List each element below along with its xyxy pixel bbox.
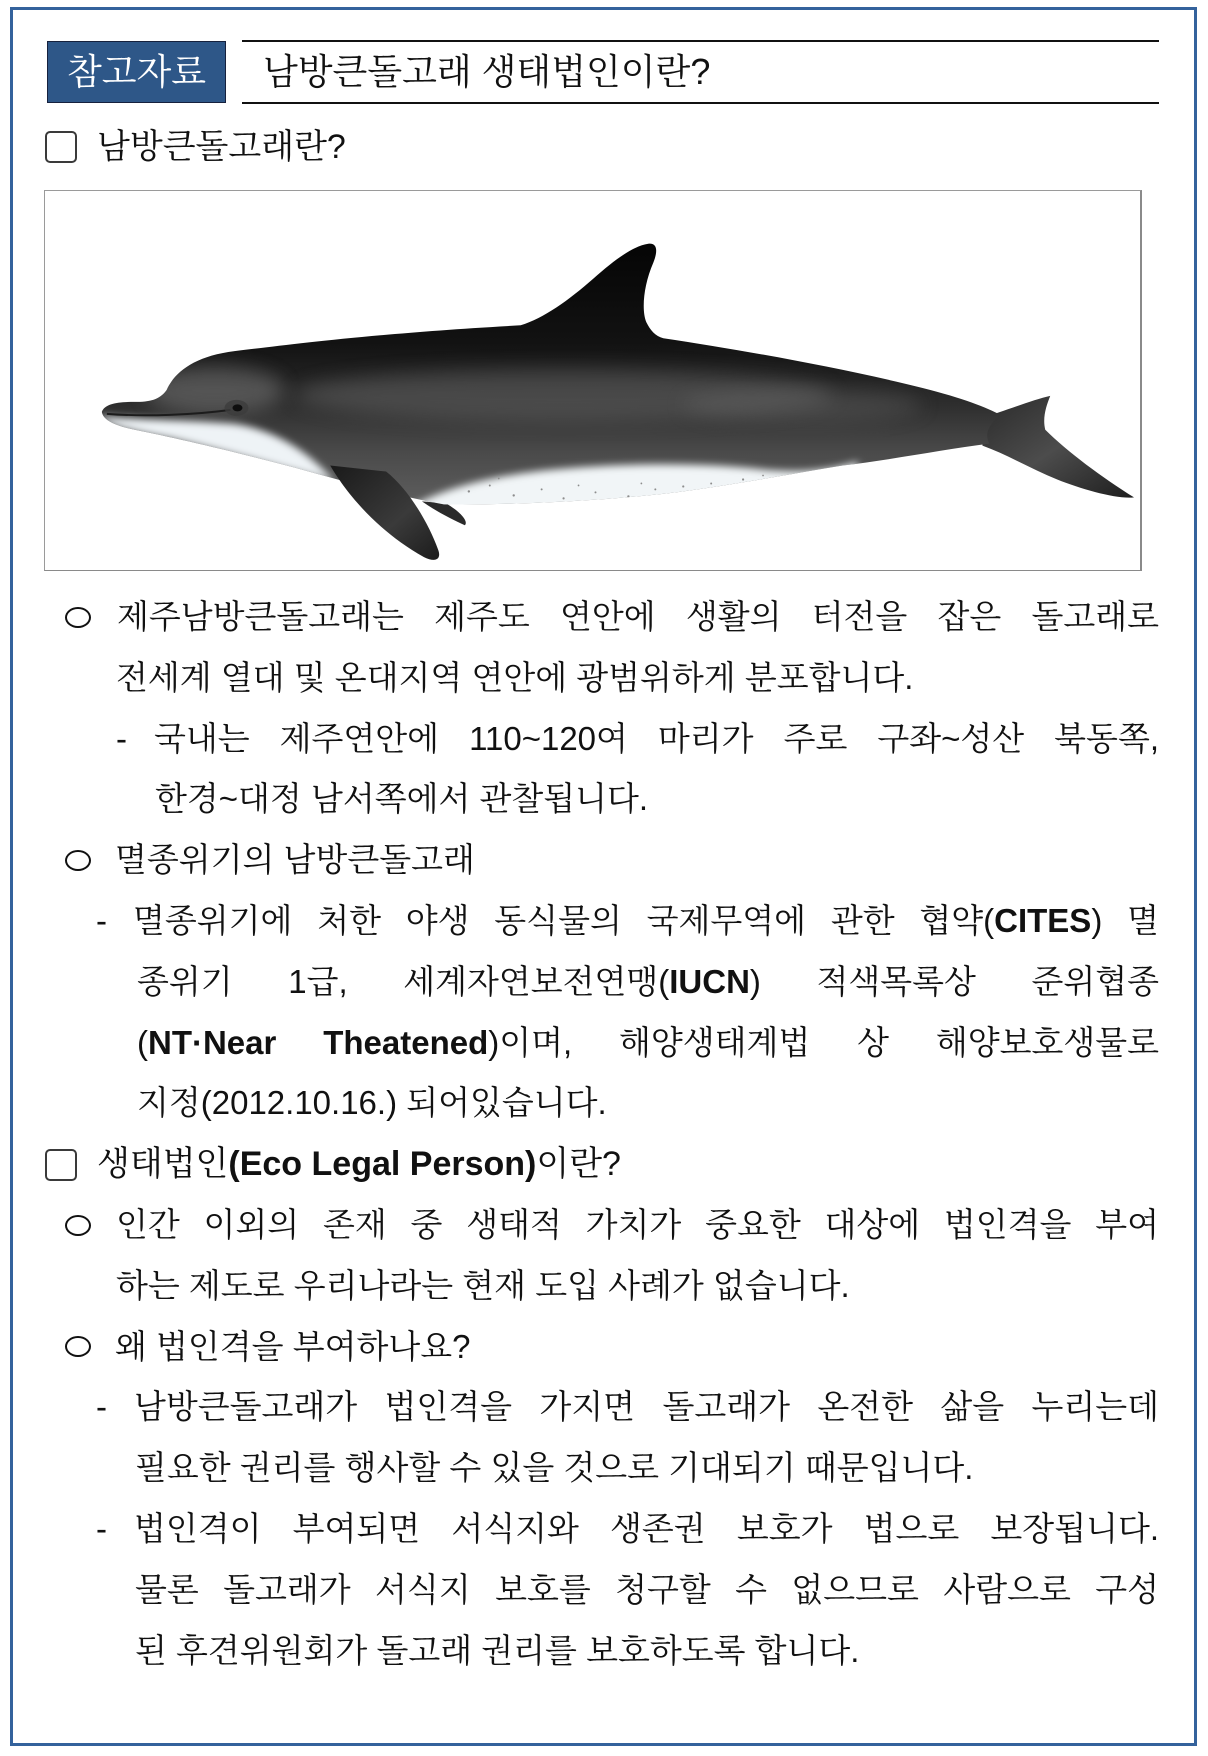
- bullet-item: [0, 587, 1208, 830]
- text-line: [0, 1073, 1208, 1134]
- circle-bullet-icon: [65, 850, 91, 871]
- dolphin-illustration-icon: [45, 191, 1140, 570]
- dash-marker: -: [116, 719, 127, 757]
- text-line: [0, 709, 1208, 770]
- bullet-item: [0, 1195, 1208, 1317]
- bold-term-eco-legal-person: (Eco Legal Person): [228, 1145, 537, 1184]
- text-line: [0, 1377, 1208, 1438]
- section-heading-eco-legal-person: [0, 1134, 1208, 1195]
- text-run: ) 멸: [1091, 901, 1159, 939]
- checkbox-square-icon: [45, 131, 77, 163]
- sub-item-text: 지정(2012.10.16.) 되어있습니다.: [137, 1084, 607, 1122]
- reference-label: 참고자료: [47, 41, 226, 103]
- bold-term-nt: NT·Near Theatened: [148, 1023, 489, 1061]
- circle-bullet-icon: [65, 1215, 91, 1236]
- text-run: 종위기 1급, 세계자연보전연맹(: [137, 962, 670, 1000]
- sub-item-text: 법인격이 부여되면 서식지와 생존권 보호가 법으로 보장됩니다.: [134, 1509, 1159, 1547]
- section-heading-text: 남방큰돌고래란?: [97, 128, 346, 166]
- text-line: [0, 648, 1208, 709]
- text-line: [0, 1621, 1208, 1682]
- text-run: (: [137, 1023, 148, 1061]
- bullet-text: 전세계 열대 및 온대지역 연안에 광범위하게 분포합니다.: [116, 658, 914, 696]
- text-line: [0, 1560, 1208, 1621]
- text-line: [0, 1195, 1208, 1256]
- text-line: [0, 769, 1208, 830]
- checkbox-square-icon: [45, 1149, 77, 1181]
- text-line: [0, 1499, 1208, 1560]
- section-eco-legal-person: [0, 1134, 1208, 1681]
- sub-item-text: [133, 891, 1159, 952]
- sub-item-text: 된 후견위원회가 돌고래 권리를 보호하도록 합니다.: [135, 1631, 860, 1669]
- bullet-text: 하는 제도로 우리나라는 현재 도입 사례가 없습니다.: [116, 1266, 850, 1304]
- circle-bullet-icon: [65, 607, 91, 628]
- sub-item-text: 국내는 제주연안에 110~120여 마리가 주로 구좌~성산 북동쪽,: [154, 719, 1159, 757]
- text-run: ) 적색목록상 준위협종: [749, 962, 1160, 1000]
- dash-marker: -: [96, 901, 107, 939]
- section-heading-dolphin: [0, 117, 1208, 177]
- bullet-text: 제주남방큰돌고래는 제주도 연안에 생활의 터전을 잡은 돌고래로: [117, 598, 1159, 635]
- sub-item-text: [137, 1013, 1159, 1074]
- bold-term-iucn: IUCN: [669, 962, 750, 1000]
- sub-item-text: 물론 돌고래가 서식지 보호를 청구할 수 없으므로 사람으로 구성: [135, 1570, 1159, 1608]
- text-line: [0, 587, 1208, 648]
- sub-item: [0, 709, 1208, 831]
- dash-marker: -: [96, 1509, 107, 1547]
- sub-item-text: [137, 952, 1159, 1013]
- text-run: 생태법인: [97, 1145, 229, 1184]
- bullet-text: 왜 법인격을 부여하나요?: [115, 1327, 471, 1365]
- sub-item: [0, 891, 1208, 1134]
- circle-bullet-icon: [65, 1336, 91, 1357]
- title-bar: [242, 40, 1159, 104]
- text-run: 이란?: [536, 1145, 621, 1184]
- text-line: [0, 952, 1208, 1013]
- bold-term-cites: CITES: [994, 901, 1092, 939]
- sub-item-text: 한경~대정 남서쪽에서 관찰됩니다.: [155, 780, 649, 818]
- bullet-item: [0, 830, 1208, 1134]
- text-line: [0, 1013, 1208, 1074]
- bullet-text: 멸종위기의 남방큰돌고래: [115, 841, 475, 879]
- text-line: [0, 891, 1208, 952]
- dash-marker: -: [96, 1388, 107, 1426]
- text-line: [0, 1256, 1208, 1317]
- page-title: 남방큰돌고래 생태법인이란?: [263, 51, 711, 92]
- text-line: [0, 830, 1208, 891]
- text-run: 멸종위기에 처한 야생 동식물의 국제무역에 관한 협약(: [133, 901, 995, 939]
- text-line: [0, 1438, 1208, 1499]
- bullet-item: [0, 1317, 1208, 1682]
- text-run: )이며, 해양생태계법 상 해양보호생물로: [488, 1023, 1159, 1061]
- bullet-text: 인간 이외의 존재 중 생태적 가치가 중요한 대상에 법인격을 부여: [116, 1205, 1159, 1243]
- section-heading-text: [97, 1134, 621, 1195]
- sub-item: [0, 1377, 1208, 1499]
- sub-item-text: 남방큰돌고래가 법인격을 가지면 돌고래가 온전한 삶을 누리는데: [134, 1388, 1159, 1426]
- sub-item: [0, 1499, 1208, 1681]
- sub-item-text: 필요한 권리를 행사할 수 있을 것으로 기대되기 때문입니다.: [135, 1449, 974, 1487]
- section-dolphin-content: [0, 587, 1208, 1134]
- text-line: [0, 1317, 1208, 1378]
- content-body: [0, 587, 1208, 1681]
- dolphin-image-frame: [44, 190, 1142, 571]
